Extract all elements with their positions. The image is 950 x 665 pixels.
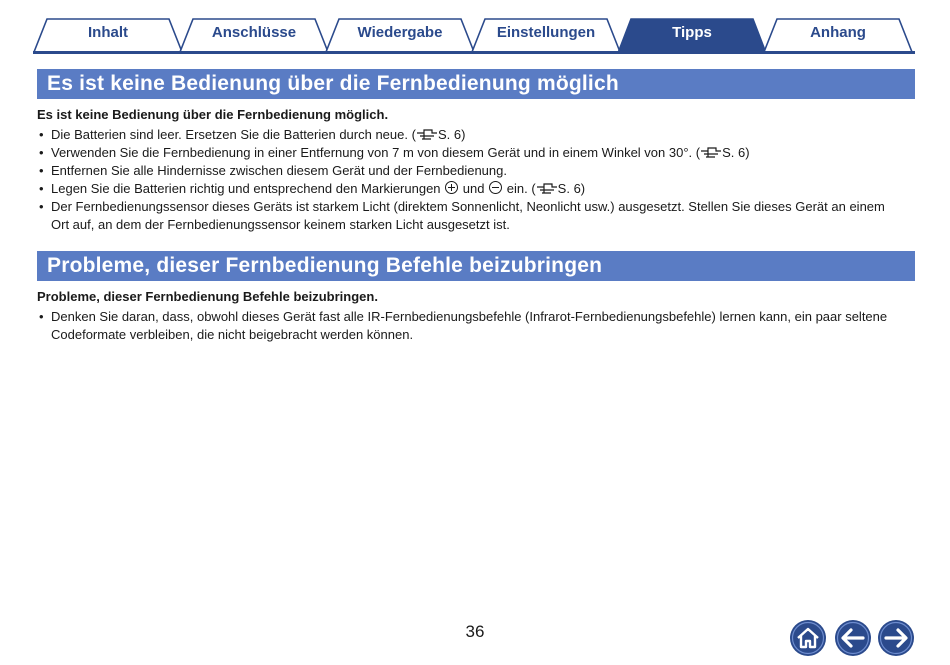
list-item: • Die Batterien sind leer. Ersetzen Sie die Batterien durch neue. ( S. 6) <box>39 127 466 142</box>
tab-label: Anhang <box>810 24 866 41</box>
back-button[interactable] <box>834 619 872 657</box>
bullet-text: Legen Sie die Batterien richtig und entsprechend den Markierungen <box>51 181 441 196</box>
home-button[interactable] <box>789 619 827 657</box>
tab-wiedergabe[interactable] <box>325 17 475 53</box>
list-item: • Legen Sie die Batterien richtig und entsprechend den Markierungen und ein. ( S. 6) <box>39 181 586 196</box>
arrow-left-icon <box>834 619 872 657</box>
plus-marking-icon <box>445 181 458 194</box>
tab-tipps[interactable] <box>617 17 767 53</box>
bullet-text: Verwenden Sie die Fernbedienung in einer Entfernung von 7 m von diesem Gerät und in einem Winkel von 30°. <box>51 145 693 160</box>
bullet-text: Der Fernbedienungssensor dieses Geräts ist starkem Licht (direktem Sonnenlicht, Neonlicht usw.) ausgesetzt. Stellen Sie dieses Gerät an einem Ort auf, an dem der Fernbedienungssensor keinem starken Licht ausgesetzt ist. <box>51 199 885 232</box>
list-item <box>37 198 905 234</box>
section-subheading: Probleme, dieser Fernbedienung Befehle beizubringen. <box>37 289 378 304</box>
bullet-dot: • <box>39 309 44 324</box>
page-reference-link[interactable]: S. 6 <box>722 145 746 160</box>
tab-label: Inhalt <box>88 24 128 41</box>
tab-einstellungen[interactable] <box>471 17 621 53</box>
bullet-text: Denken Sie daran, dass, obwohl dieses Gerät fast alle IR-Fernbedienungsbefehle (Infrarot-Fernbedienungsbefehle) lernen kann, ein paar seltene Codeformate verbleiben, die nicht beigebracht werden können. <box>51 309 888 342</box>
list-item: • Verwenden Sie die Fernbedienung in einer Entfernung von 7 m von diesem Gerät und in einem Winkel von 30°. ( S. 6) <box>39 145 750 160</box>
page-reference-link[interactable]: S. 6 <box>437 127 462 142</box>
arrow-right-icon <box>877 619 915 657</box>
tab-label: Einstellungen <box>496 24 596 41</box>
tab-label: Tipps <box>672 24 712 41</box>
bullet-dot: • <box>39 127 44 142</box>
bullet-list <box>37 126 905 234</box>
bullet-text: und <box>462 181 485 196</box>
tab-label: Anschlüsse <box>211 24 297 41</box>
section-subheading: Es ist keine Bedienung über die Fernbedienung möglich. <box>37 107 389 122</box>
tab-baseline <box>33 51 915 54</box>
bullet-dot: • <box>39 163 44 178</box>
bullet-list <box>37 308 905 344</box>
page-reference-icon <box>700 146 722 160</box>
bullet-dot: • <box>39 199 44 214</box>
tab-bar <box>33 17 915 53</box>
minus-marking-icon <box>489 181 502 194</box>
home-icon <box>789 619 827 657</box>
section-heading-bar: Probleme, dieser Fernbedienung Befehle beizubringen <box>37 251 915 281</box>
tab-inhalt[interactable] <box>33 17 183 53</box>
tab-anschluesse[interactable] <box>179 17 329 53</box>
tab-anhang[interactable] <box>763 17 913 53</box>
page-reference-icon <box>536 182 558 196</box>
section-heading-bar: Es ist keine Bedienung über die Fernbedienung möglich <box>37 69 915 99</box>
tab-label: Wiedergabe <box>357 24 443 41</box>
forward-button[interactable] <box>877 619 915 657</box>
page-reference-icon <box>416 128 438 142</box>
bullet-dot: • <box>39 181 44 196</box>
page-reference-link[interactable]: S. 6 <box>557 181 581 196</box>
bullet-text: Die Batterien sind leer. Ersetzen Sie die Batterien durch neue. <box>51 127 408 142</box>
bullet-text: Entfernen Sie alle Hindernisse zwischen diesem Gerät und der Fernbedienung. <box>51 163 507 178</box>
list-item <box>37 308 905 344</box>
bullet-dot: • <box>39 145 44 160</box>
page-number: 36 <box>465 622 485 641</box>
list-item <box>37 162 905 180</box>
bullet-text: ein. <box>506 181 528 196</box>
